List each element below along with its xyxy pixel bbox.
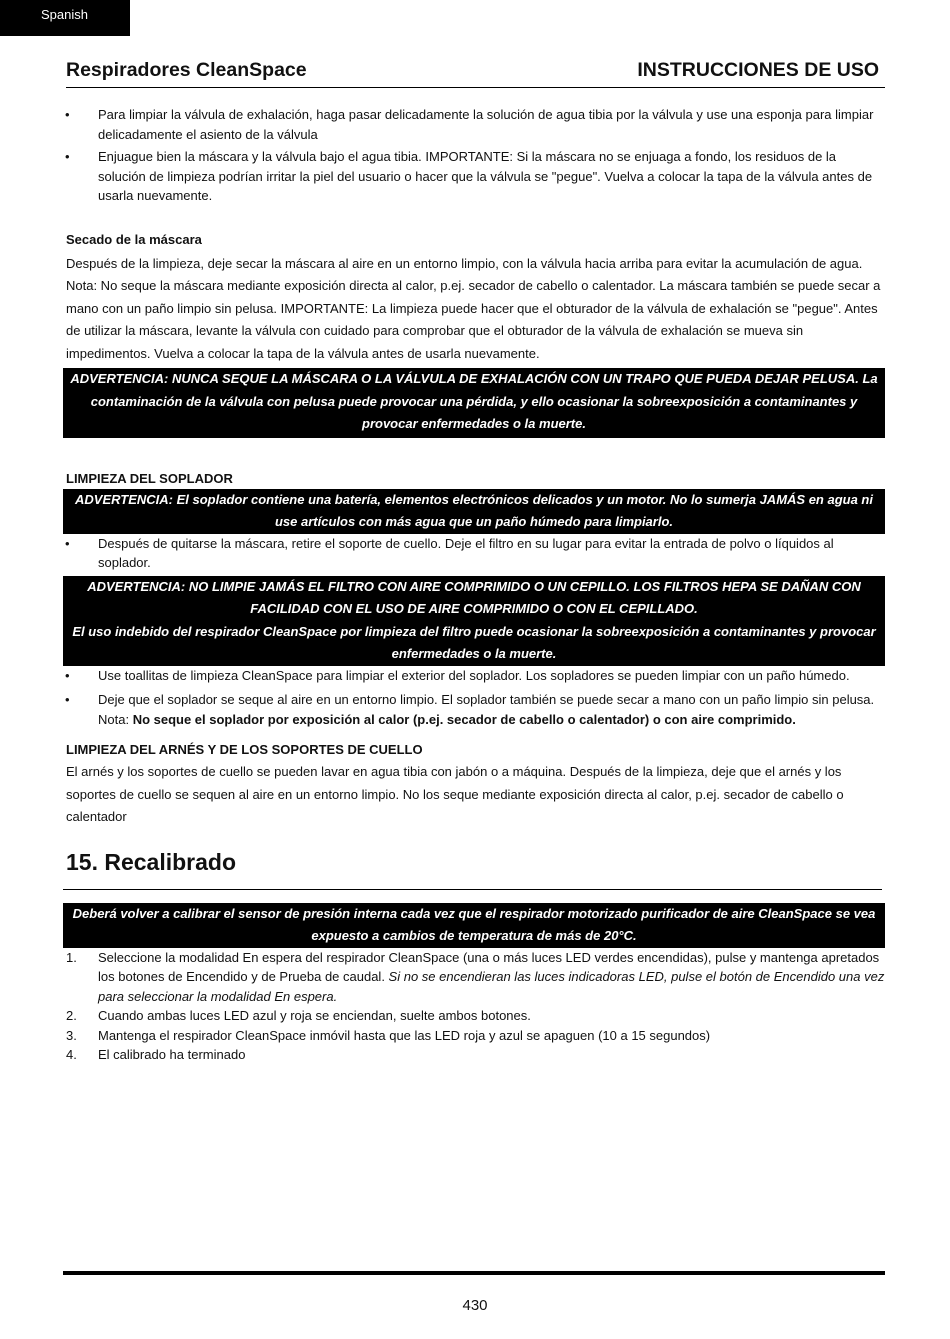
list-item: • Use toallitas de limpieza CleanSpace para limpiar el exterior del soplador. Los sopladores se pueden limpiar con un paño húmedo. <box>63 666 885 686</box>
step-item <box>63 1006 885 1026</box>
step-number: 3. <box>66 1027 77 1043</box>
recalibration-warning: Deberá volver a calibrar el sensor de presión interna cada vez que el respirador motorizado purificador de aire CleanSpace se vea expuesto a cambios de temperatura de más de 20°C. <box>63 903 885 948</box>
step-text: El calibrado ha terminado <box>98 1047 246 1062</box>
section-title: 15. Recalibrado <box>63 847 882 890</box>
bullet-bold-note: No seque el soplador por exposición al calor (p.ej. secador de cabello o calentador) o con aire comprimido. <box>132 711 796 727</box>
footer-rule <box>63 1271 885 1275</box>
language-tab: Spanish <box>0 0 130 36</box>
intro-bullet-list <box>63 105 885 206</box>
page-content <box>63 105 885 1065</box>
step-item <box>63 1026 885 1046</box>
bullet-text: Deje que el soplador se seque al aire en un entorno limpio. El soplador también se puede secar a mano con un paño limpio sin pelusa. Nota: <box>98 692 875 727</box>
header-doc-type: INSTRUCCIONES DE USO <box>637 59 879 81</box>
drying-heading: Secado de la máscara <box>66 231 202 247</box>
step-number: 2. <box>66 1008 77 1023</box>
step-number: 4. <box>66 1047 77 1062</box>
harness-paragraph: El arnés y los soportes de cuello se pueden lavar en agua tibia con jabón o a máquina. Después de la limpieza, deje que el arnés y los soportes de cuello se sequen al aire en un entorno limpio. No los seque mediante exposición directa al calor, p.ej. secador de cabello o calentador <box>66 764 844 824</box>
step-text: Seleccione la modalidad En espera del respirador CleanSpace (una o más luces LED verdes encendidas), pulse y mantenga apretados los botones de Encendido y de Prueba de caudal. <box>98 949 880 984</box>
harness-heading: LIMPIEZA DEL ARNÉS Y DE LOS SOPORTES DE CUELLO <box>66 742 423 757</box>
filter-warning <box>63 576 885 666</box>
step-number: 1. <box>66 949 77 965</box>
blower-warning: ADVERTENCIA: El soplador contiene una batería, elementos electrónicos delicados y un motor. No lo sumerja JAMÁS en agua ni use artículos con más agua que un paño húmedo para limpiarlo. <box>63 489 885 534</box>
drying-paragraph: Después de la limpieza, deje secar la máscara al aire en un entorno limpio, con la válvula hacia arriba para evitar la acumulación de agua. Nota: No seque la máscara mediante exposición directa al calor, p.ej. secador de cabello o calentador. La máscara también se puede secar a mano con un paño limpio sin pelusa. IMPORTANTE: La limpieza puede hacer que el obturador de la válvula de exhalación se "pegue". Antes de utilizar la máscara, levante la válvula con cuidado para comprobar que el obturador de la válvula de exhalación se mueva sin impedimentos. Vuelva a colocar la tapa de la válvula antes de usarla nuevamente. <box>66 255 881 361</box>
page-number: 430 <box>462 1297 488 1314</box>
list-item: • Después de quitarse la máscara, retire el soporte de cuello. Deje el filtro en su lugar para evitar la entrada de polvo o líquidos al soplador. <box>63 534 885 573</box>
blower-bullet-list <box>63 534 885 573</box>
page-header <box>66 58 885 88</box>
step-item <box>63 948 885 1007</box>
recalibration-steps <box>63 948 885 1065</box>
step-text: Mantenga el respirador CleanSpace inmóvil hasta que las LED roja y azul se apaguen (10 a 15 segundos) <box>98 1027 711 1043</box>
blower-heading: LIMPIEZA DEL SOPLADOR <box>66 470 233 486</box>
drying-warning: ADVERTENCIA: NUNCA SEQUE LA MÁSCARA O LA VÁLVULA DE EXHALACIÓN CON UN TRAPO QUE PUEDA DEJAR PELUSA. La contaminación de la válvula con pelusa puede provocar una pérdida, y ello ocasionar la sobreexposición a contaminantes y provocar enfermedades o la muerte. <box>63 368 885 438</box>
step-item <box>63 1045 885 1065</box>
list-item <box>63 690 885 729</box>
filter-warning-line: ADVERTENCIA: NO LIMPIE JAMÁS EL FILTRO CON AIRE COMPRIMIDO O UN CEPILLO. LOS FILTROS HEPA SE DAÑAN CON FACILIDAD CON EL USO DE AIRE COMPRIMIDO O CON EL CEPILLADO. <box>87 578 861 616</box>
list-item: • Enjuague bien la máscara y la válvula bajo el agua tibia. IMPORTANTE: Si la máscara no se enjuaga a fondo, los residuos de la solución de limpieza podrían irritar la piel del usuario o hacer que la válvula se "pegue". Vuelva a colocar la tapa de la válvula antes de usarla nuevamente. <box>63 147 885 206</box>
step-text: Cuando ambas luces LED azul y roja se enciendan, suelte ambos botones. <box>98 1008 531 1023</box>
filter-warning-line: El uso indebido del respirador CleanSpace por limpieza del filtro puede ocasionar la sobreexposición a contaminantes y provocar enfermedades o la muerte. <box>72 623 876 661</box>
step-note: Si no se encendieran las luces indicadoras LED, pulse el botón de Encendido una vez para seleccionar la modalidad En espera. <box>98 969 885 1004</box>
list-item: • Para limpiar la válvula de exhalación, haga pasar delicadamente la solución de agua tibia por la válvula y use una esponja para limpiar delicadamente el asiento de la válvula <box>63 105 885 144</box>
blower-bullet-list-2 <box>63 666 885 730</box>
header-title: Respiradores CleanSpace <box>66 59 307 81</box>
